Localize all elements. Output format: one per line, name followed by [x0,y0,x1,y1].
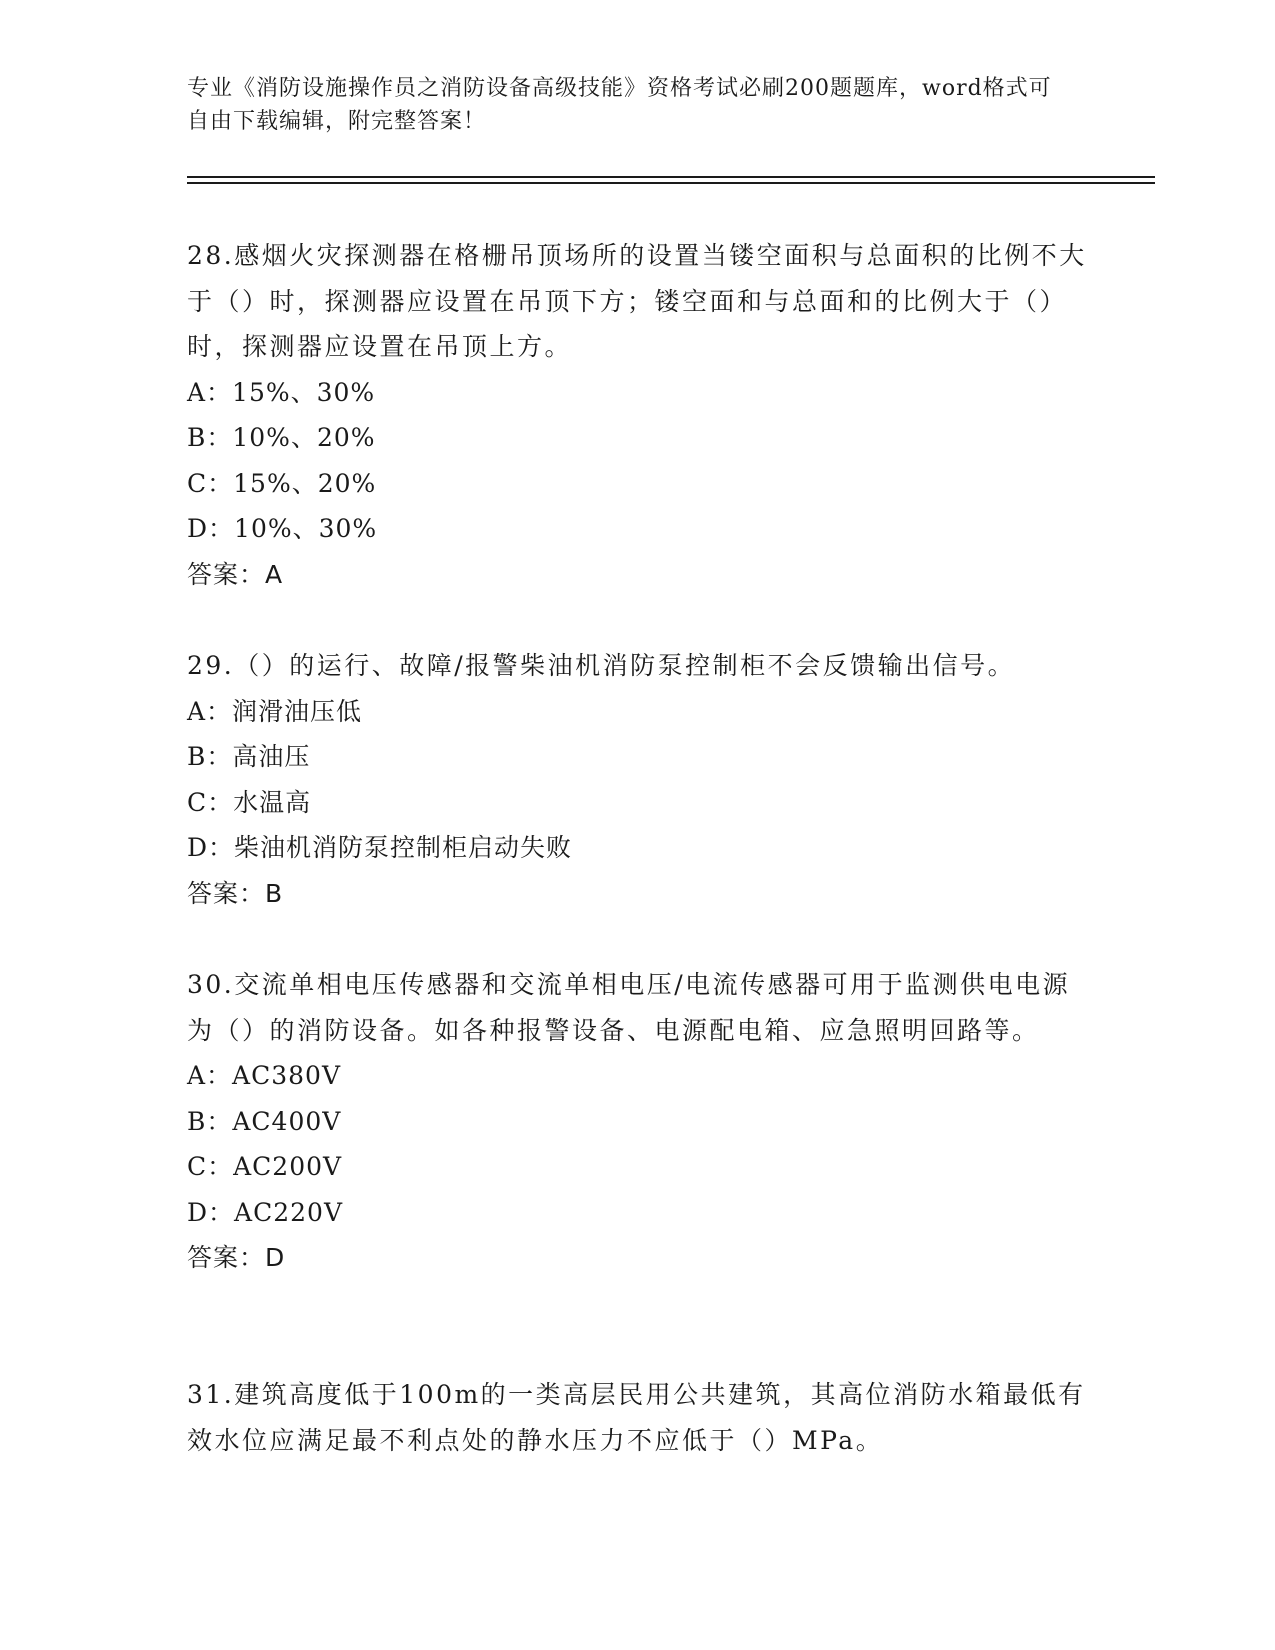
question-text: 29.（）的运行、故障/报警柴油机消防泵控制柜不会反馈输出信号。 [187,651,1016,680]
question-28 [187,233,1087,597]
option-a: A：AC380V [187,1061,342,1090]
answer: 答案：A [187,559,284,589]
option-a: A：润滑油压低 [187,696,363,726]
question-30 [187,962,1087,1281]
answer: 答案：D [187,1243,286,1272]
option-d: D：柴油机消防泵控制柜启动失败 [187,833,573,862]
question-31 [187,1372,1087,1463]
question-text: 31.建筑高度低于100m的一类高层民用公共建筑，其高位消防水箱最低有效水位应满足最不利点处的静水压力不应低于（）MPa。 [187,1380,1086,1455]
option-c: C：15%、20% [187,468,377,498]
header-divider-top [187,176,1155,178]
option-b: B：高油压 [187,742,311,771]
answer: 答案：B [187,878,284,908]
option-d: D：10%、30% [187,514,378,543]
header-divider-bottom [187,182,1155,184]
option-b: B：AC400V [187,1106,342,1136]
question-text: 28.感烟火灾探测器在格栅吊顶场所的设置当镂空面积与总面积的比例不大于（）时，探测器应设置在吊顶下方；镂空面和与总面和的比例大于（）时，探测器应设置在吊顶上方。 [187,241,1087,361]
option-c: C：水温高 [187,787,312,817]
option-a: A：15%、30% [187,377,376,407]
option-c: C：AC200V [187,1152,343,1181]
option-b: B：10%、20% [187,423,376,452]
document-header: 专业《消防设施操作员之消防设备高级技能》资格考试必刷200题题库，word格式可自由下载编辑，附完整答案！ [187,76,1052,134]
option-d: D：AC220V [187,1197,343,1227]
question-text: 30.交流单相电压传感器和交流单相电压/电流传感器可用于监测供电电源为（）的消防设备。如各种报警设备、电源配电箱、应急照明回路等。 [187,970,1071,1045]
question-29 [187,643,1087,916]
